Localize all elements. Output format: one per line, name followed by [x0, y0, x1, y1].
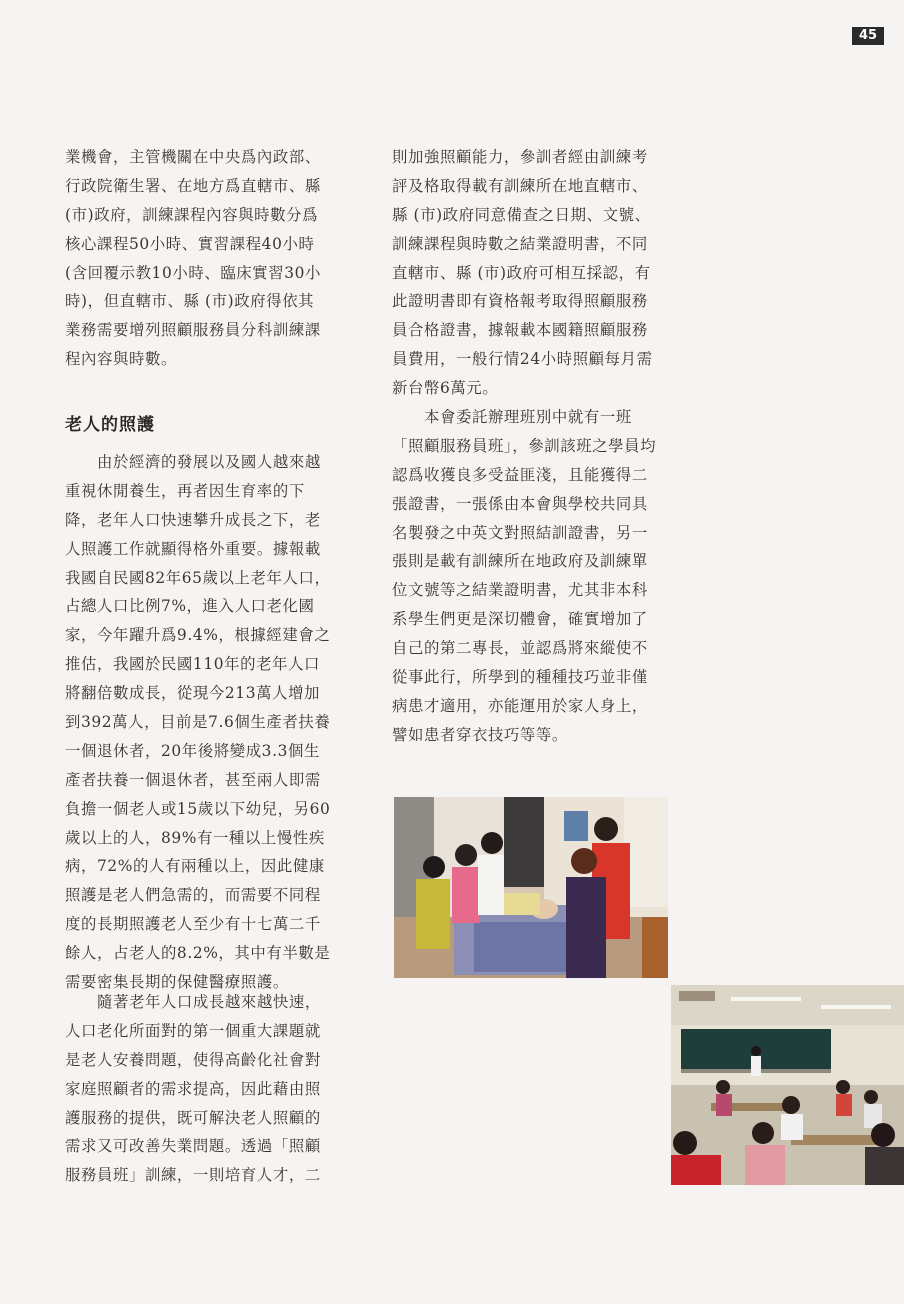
left-column-intro [65, 143, 369, 374]
text-line: 時)，但直轄市、縣 (市)政府得依其 [65, 292, 315, 311]
text-line: 人口老化所面對的第一個重大課題就 [65, 1021, 321, 1040]
text-line: 此證明書即有資格報考取得照顧服務 [392, 292, 648, 311]
text-line: 度的長期照護老人至少有十七萬二千 [65, 915, 321, 934]
text-line: 評及格取得載有訓練所在地直轄市、 [392, 176, 648, 195]
text-line: 護服務的提供，既可解決老人照顧的 [65, 1108, 321, 1127]
text-line: 張證書，一張係由本會與學校共同具 [392, 494, 648, 513]
text-line: 占總人口比例7%，進入人口老化國 [65, 597, 315, 616]
text-line: 行政院衛生署、在地方爲直轄市、縣 [65, 176, 321, 195]
text-line: (含回覆示教10小時、臨床實習30小 [65, 263, 322, 282]
text-line: 推估，我國於民國110年的老年人口 [65, 655, 321, 674]
left-column-paragraph-1 [65, 448, 369, 997]
text-line: 核心課程50小時、實習課程40小時 [65, 234, 315, 253]
text-line: 病，72%的人有兩種以上，因此健康 [65, 857, 325, 876]
text-line: 人照護工作就顯得格外重要。據報載 [65, 539, 321, 558]
text-line: 「照顧服務員班」，參訓該班之學員均 [392, 436, 657, 455]
right-column-paragraph-1 [392, 143, 698, 403]
text-line: 則加強照顧能力，參訓者經由訓練考 [392, 148, 648, 166]
text-line: 由於經濟的發展以及國人越來越 [65, 453, 321, 471]
left-column-paragraph-2 [65, 988, 369, 1190]
page-number: 45 [852, 27, 884, 45]
text-line: 產者扶養一個退休者，甚至兩人即需 [65, 770, 321, 789]
text-line: 需要密集長期的保健醫療照護。 [65, 973, 289, 992]
text-line: 系學生們更是深切體會，確實增加了 [392, 610, 648, 629]
text-line: 到392萬人，目前是7.6個生產者扶養 [65, 713, 331, 732]
right-column-paragraph-2 [392, 403, 698, 750]
text-line: 病患才適用，亦能運用於家人身上， [392, 696, 648, 715]
text-line: 自己的第二專長，並認爲將來縱使不 [392, 639, 648, 658]
text-line: 從事此行，所學到的種種技巧並非僅 [392, 668, 648, 687]
text-line: 一個退休者，20年後將變成3.3個生 [65, 741, 320, 760]
section-heading: 老人的照護 [65, 415, 155, 435]
text-line: 程內容與時數。 [65, 350, 177, 369]
text-line: 認爲收獲良多受益匪淺，且能獲得二 [392, 465, 648, 484]
text-line: 家庭照顧者的需求提高，因此藉由照 [65, 1079, 321, 1098]
text-line: 位文號等之結業證明書，尤其非本科 [392, 581, 648, 600]
text-line: 譬如患者穿衣技巧等等。 [392, 725, 568, 744]
text-line: 照護是老人們急需的，而需要不同程 [65, 886, 321, 905]
text-line: 餘人，占老人的8.2%，其中有半數是 [65, 944, 331, 963]
text-line: 新台幣6萬元。 [392, 379, 499, 398]
text-line: 直轄市、縣 (市)政府可相互採認，有 [392, 263, 651, 282]
text-line: 將翻倍數成長，從現今213萬人增加 [65, 684, 321, 703]
text-line: 需求又可改善失業問題。透過「照顧 [65, 1137, 321, 1156]
text-line: 員費用，一般行情24小時照顧每月需 [392, 350, 653, 369]
text-line: 負擔一個老人或15歲以下幼兒，另60 [65, 799, 331, 818]
text-line: 縣 (市)政府同意備查之日期、文號、 [392, 205, 651, 224]
text-line: 名製發之中英文對照結訓證書，另一 [392, 523, 648, 542]
caregiving-training-photo [394, 797, 668, 978]
text-line: 家，今年躍升爲9.4%，根據經建會之 [65, 626, 331, 645]
text-line: 我國自民國82年65歲以上老年人口， [65, 568, 331, 587]
text-line: 業機會，主管機關在中央爲內政部、 [65, 148, 321, 166]
text-line: 業務需要增列照顧服務員分科訓練課 [65, 321, 321, 340]
text-line: 訓練課程與時數之結業證明書，不同 [392, 234, 648, 253]
classroom-photo [671, 985, 904, 1185]
text-line: 重視休閒養生，再者因生育率的下 [65, 481, 305, 500]
text-line: 張則是載有訓練所在地政府及訓練單 [392, 552, 648, 571]
text-line: 是老人安養問題，使得高齡化社會對 [65, 1050, 321, 1069]
text-line: 本會委託辦理班別中就有一班 [392, 408, 632, 426]
caregiving-training-illustration [394, 797, 668, 978]
text-line: (市)政府，訓練課程內容與時數分爲 [65, 205, 319, 224]
text-line: 員合格證書，據報載本國籍照顧服務 [392, 321, 648, 340]
text-line: 服務員班」訓練，一則培育人才，二 [65, 1166, 321, 1185]
text-line: 隨著老年人口成長越來越快速， [65, 993, 321, 1011]
text-line: 歲以上的人，89%有一種以上慢性疾 [65, 828, 325, 847]
classroom-illustration [671, 985, 904, 1185]
text-line: 降，老年人口快速攀升成長之下，老 [65, 510, 321, 529]
